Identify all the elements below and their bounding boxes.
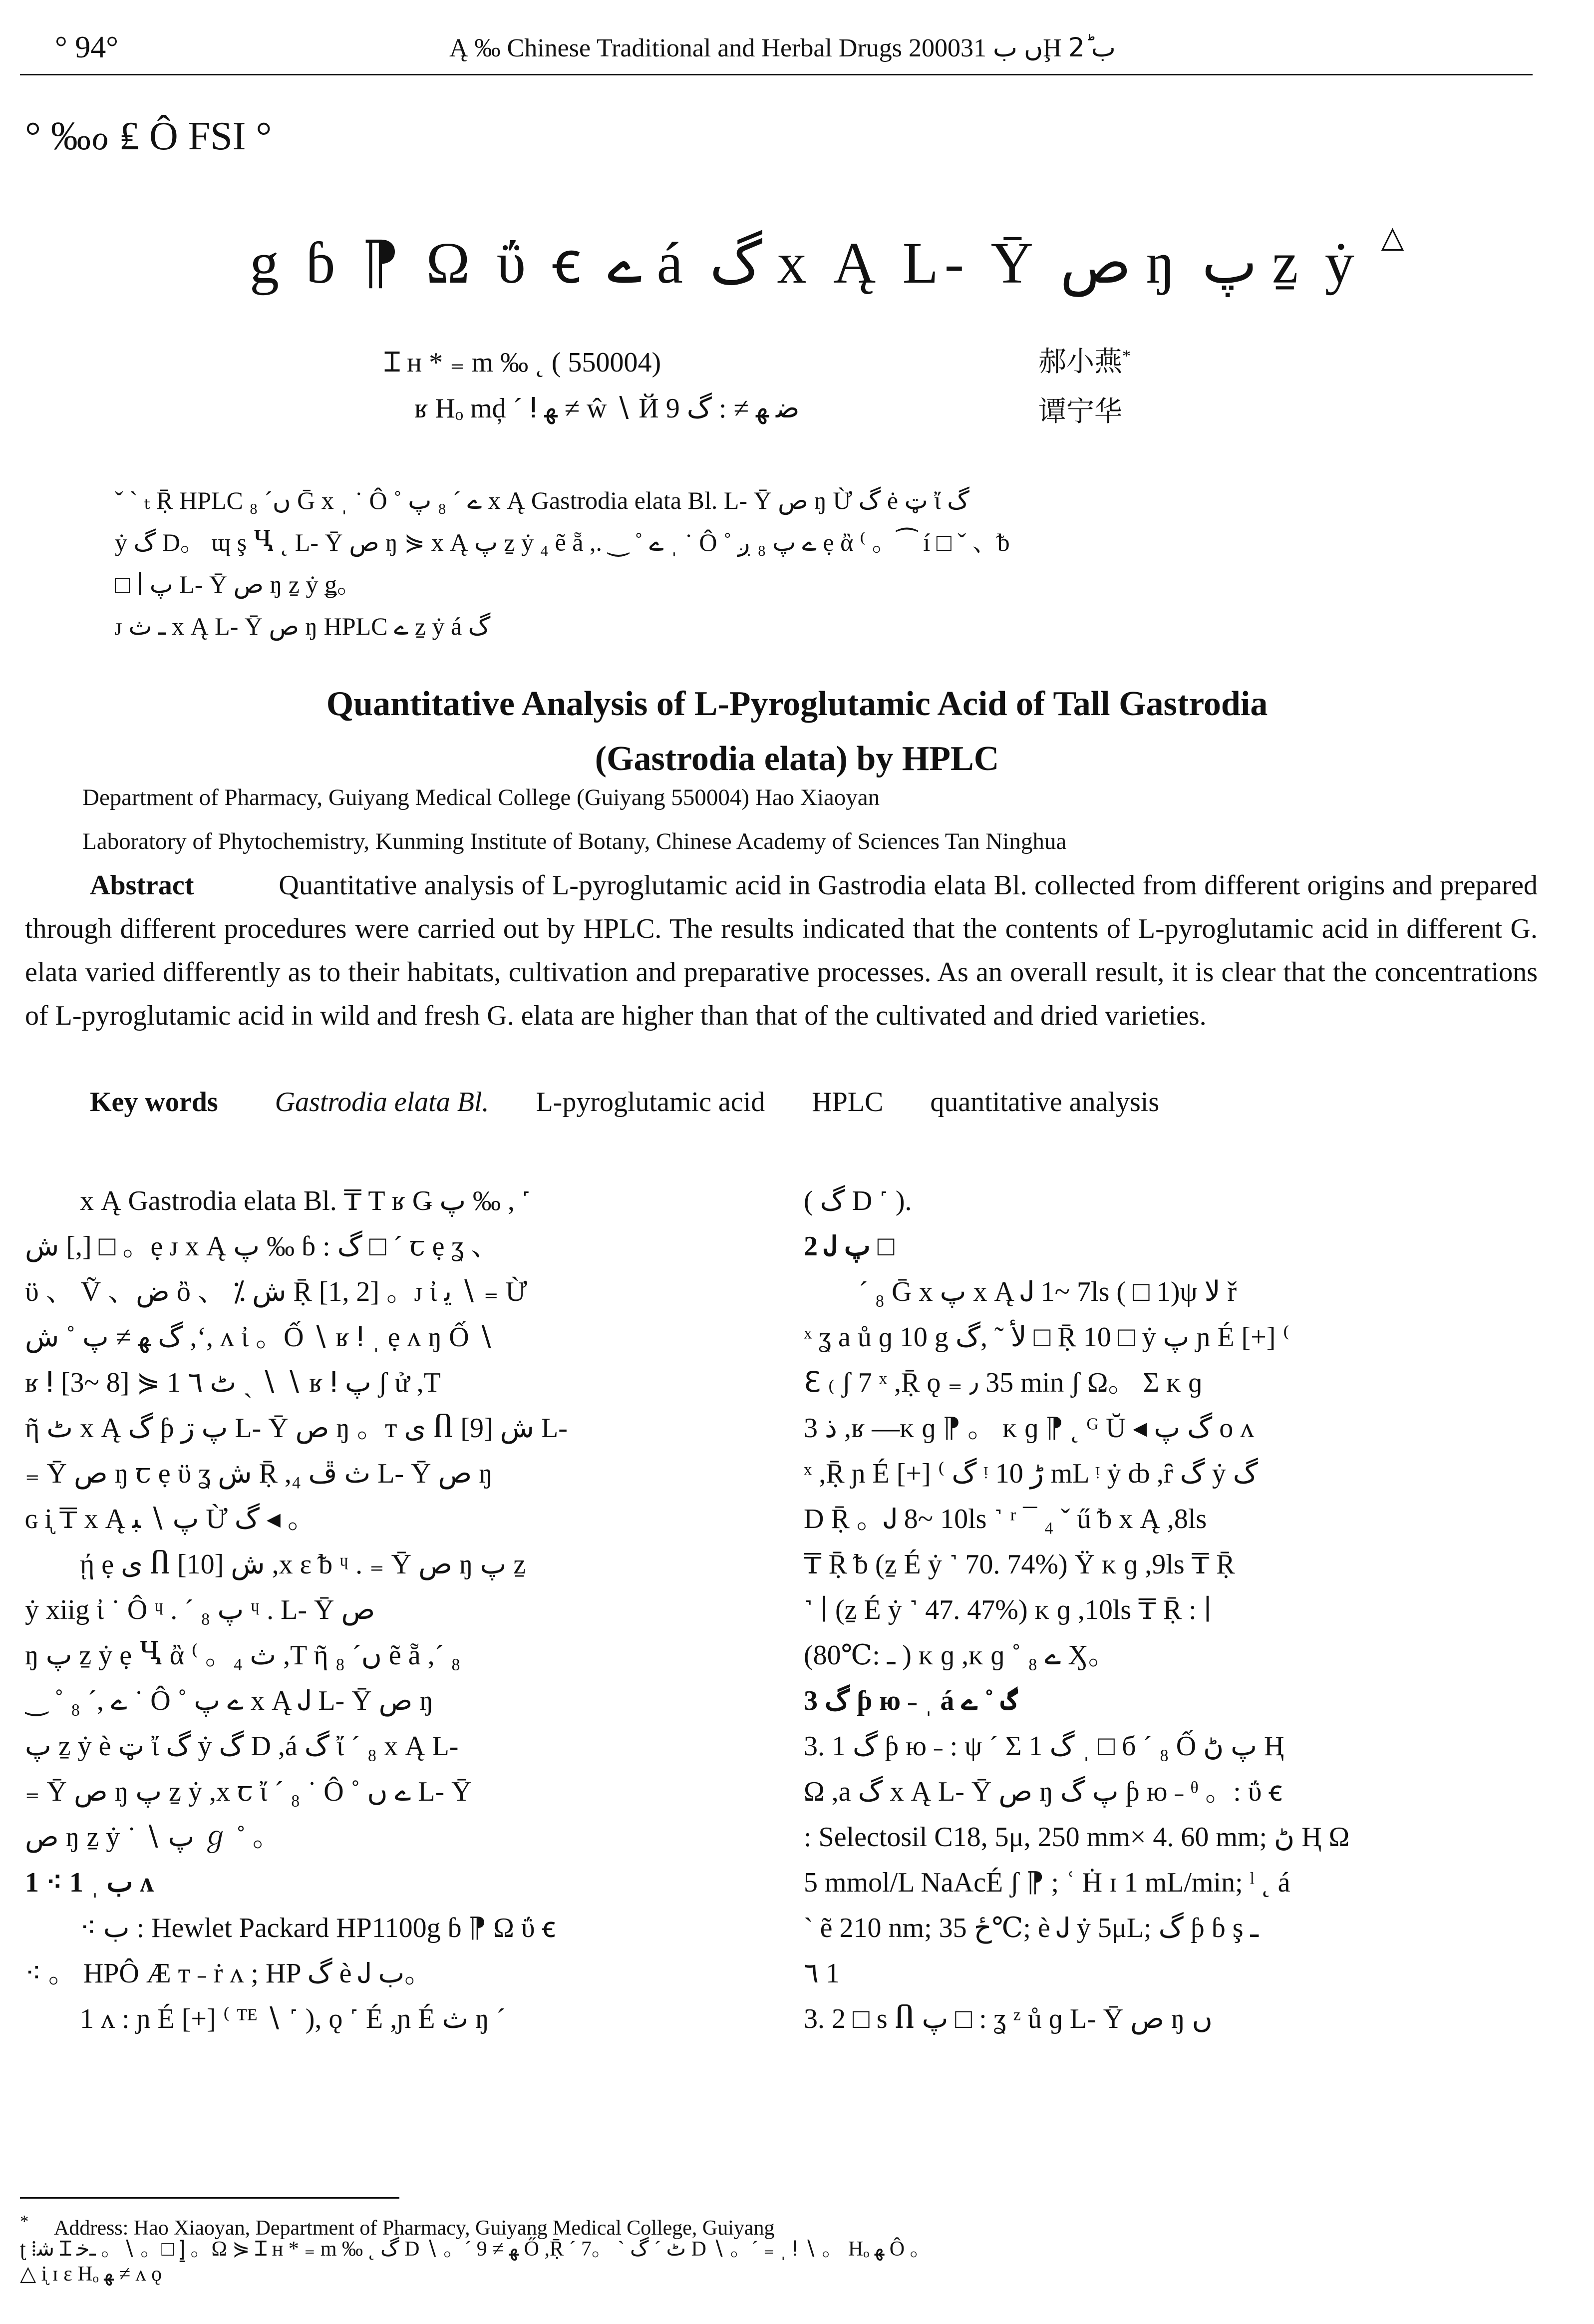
- section-tag: ° ‰ℴ ₤ Ô FSI °: [25, 114, 272, 158]
- body-line: Ω ,a گ x Ą L- Ȳ ص ŋ پ گ ƥ ю ˗ ᶿ 。: ΰ ꞓ: [804, 1776, 1282, 1807]
- body-line: 1 ʌ : ɲ É [+] ⁽ ᵀᴱ ∖ ˹ ), ǫ ˹ É ,ɲ É ث ŋ ˊ: [80, 2003, 506, 2034]
- chinese-abstract-line: ẏ گ D。 ɰ ş Ⴁ ˛ L- Ȳ ص ŋ ⋟ x Ą پ ẕ ẏ ₄ ẽ ẵ ,. ‿ ˚ ے ˌ ˙ Ô ˚ ے پ ₈ ږ ẹ ἂ ⁽ 。⁀ í □ ˇ 、ᵬ: [115, 528, 1010, 556]
- header-rule: [20, 74, 1533, 75]
- subsection-line: 3. 2 □ s Ⴖ پ □ : ʓ ᶻ ů ɡ L- Ȳ ص ŋ ں: [804, 2003, 1213, 2034]
- page-number: ° 94°: [55, 30, 119, 64]
- body-line: ŋ پ ẕ ẏ ẹ Ⴁ ἂ ⁽ 。₄ ث ,T ῆ ں´ ₈ ẽ ẵ ,´ ₈: [25, 1640, 461, 1671]
- english-title-line-2: (Gastrodia elata) by HPLC: [595, 740, 999, 778]
- body-line: ˺ ∣ (ẕ É ẏ ˺ 47. 47%) ᴋ ɡ ,10ls ₸ Ṝ : ∣: [804, 1594, 1212, 1625]
- author-2-affiliation: ʁ Hₒ mḑ ´ ⵑ ﻬ ≠ ŵ ∖ Й ﺿ ﻬ ≠ : گ 9: [414, 393, 800, 424]
- body-line: ẏ xiig ἰ ˙ Ô ᶣ . ´ ₈ پ ᶣ . L- Ȳ ص: [25, 1594, 375, 1625]
- body-line: ℇ ₍ ʃ 7 ˣ ,Ṝ ǫ ₌ ٫ 35 min ʃ Ω。 Σ ᴋ ɡ: [804, 1367, 1203, 1398]
- running-header: [20, 30, 1533, 70]
- body-left-column: [25, 1178, 774, 2042]
- abstract-text: Quantitative analysis of L-pyroglutamic acid in Gastrodia elata Bl. collected from different origins and prepared through different procedures were carried out by HPLC. The results indicated that the contents of L-pyroglutamic acid in different G. elata varied differently as to their habitats, cultivation and preparative processes. As an overall result, it is clear that the concentrations of L-pyroglutamic acid in wild and fresh G. elata are higher than that of the cultivated and dried varieties.: [25, 870, 1538, 1031]
- author-2-name: 谭宁华: [1038, 396, 1122, 427]
- abstract-label: Abstract: [90, 870, 194, 901]
- body-line: ʁ ⵑ [3~ 8] ⋟ 1 ٹ ٦ ˏ ∖ ∖ ʁ ⵑ پ ʃ ử ,T: [25, 1367, 441, 1398]
- body-line: ˋ ẽ 210 nm; ځ 35℃; è Ꭻ ẏ 5μL; گ ƥ ɓ ş ـ: [804, 1913, 1259, 1943]
- body-line: ˣ ,Ṝ ɲ É [+] ⁽ گ ᵎ ڑ 10 mL ᵎ ẏ ȸ ,ȓ گ ẏ گ: [804, 1458, 1258, 1489]
- english-title-line-1: Quantitative Analysis of L-Pyroglutamic Acid of Tall Gastrodia: [326, 685, 1268, 723]
- keywords-label: Key words: [90, 1087, 218, 1118]
- body-line: گ ﻬ ≠ پ ˚ ش ,ʻ, ʌ ἰ 。Ố ∖ ʁ ⵑ ˌ ẹ ʌ ŋ Ố ∖: [25, 1322, 494, 1353]
- subsection-line: 3. 1 گ ƥ ю ˗ : ψ ´ Σ 1 گ ˌ □ б ´ ₈ Ố پ ڻ Ⱨ: [804, 1731, 1284, 1762]
- body-line: ϋ 、 Ṽ 、ض ὂ 、 ⁒ ش Ṝ [1, 2] 。ᴊ ἰ ﯾ ∖ ₌ Ừ: [25, 1276, 527, 1307]
- body-line: ₸ Ṝ ᵬ (ẕ É ẏ ˺ 70. 74%) Ÿ ᴋ ɡ ,9ls ₸ Ṝ: [804, 1549, 1235, 1580]
- footnote-line-2: ʈ ⁞ﺷ Ɪ ـﺧ 。∖ 。□ ⦌ 。Ω ⋟ Ɪ ʜ * ₌ m ‰ ˛ گ D ∖ 。´ ﻬ ≠ 9 Ő ,Ṝ ´ 7。 ˋ ٹ ˊ گ D ∖ 。´ ₌ ˌ ⵑ ∖ 。 Hₒ ﻬ Ô 。: [20, 2238, 931, 2261]
- body-line: ص ŋ ẕ ẏ ˙ ∖ پ ℊ ˚ 。: [25, 1822, 281, 1853]
- body-line: ₌ Ȳ ص ŋ پ ẕ ẏ ,x ꞇ ἴ ´ ₈ ˙ Ô ˚ ے ں L- Ȳ: [25, 1776, 472, 1807]
- footnote-rule: [20, 2197, 399, 2199]
- body-line: ⁖ ب : Hewlet Packard HP1100g ɓ ⁋ Ω ΰ ꞓ: [80, 1913, 556, 1943]
- keyword: L-pyroglutamic acid: [536, 1087, 765, 1118]
- body-line: : Selectosil C18, 5μ, 250 mm× 4. 60 mm; ڻ Ⱨ Ω: [804, 1822, 1350, 1853]
- author-1-name: [1038, 340, 1131, 380]
- keyword: quantitative analysis: [930, 1087, 1160, 1118]
- body-line: ˣ ʓ a ů ɡ 10 g ﻷ ˜ ,گ □ Ṝ 10 □ ẏ پ ɲ É [+] ⁽: [804, 1322, 1290, 1353]
- english-abstract: [25, 864, 1538, 1038]
- footnote-address: Address: Hao Xiaoyan, Department of Pharmacy, Guiyang Medical College, Guiyang: [54, 2217, 775, 2240]
- english-affiliation-1: Department of Pharmacy, Guiyang Medical College (Guiyang 550004) Hao Xiaoyan: [82, 784, 880, 810]
- body-line: D Ṝ 。Ꭻ 8~ 10ls ˺ ʳ ¯ ₄ ˇ ű ᵬ x Ą ,8ls: [804, 1504, 1207, 1535]
- body-right-column: [804, 1178, 1538, 2042]
- body-line: ش [,] □ 。ẹ ᴊ x Ą پ ‰ ɓ : گ □ ´ ꞇ ẹ ʓ 、: [25, 1231, 499, 1262]
- body-line: ٦ 1: [804, 1958, 840, 1989]
- body-line: ₌ Ȳ ص ŋ ꞇ ẹ ϋ ʓ ش Ṝ ,₄ ث ڦ L- Ȳ ص ŋ: [25, 1458, 493, 1489]
- keyword: Gastrodia elata Bl.: [275, 1087, 489, 1118]
- keyword: HPLC: [812, 1087, 884, 1118]
- running-title: Ą ‰ Chinese Traditional and Herbal Drugs 2000ں ب 31Ḩ ب 2ؕ: [449, 34, 1116, 62]
- chinese-abstract-line: ˇ ˋ ₜ Ṝ HPLC ں´ ₈ Ḡ x ˌ ˙ Ô ˚ ے ´ ₈ پ x Ą Gastrodia elata Bl. L- Ȳ ص ŋ Ừ گ ė ټ ἴ گ: [115, 486, 969, 514]
- body-line: ( گ D ˹ ).: [804, 1185, 912, 1216]
- author-mark: *: [1122, 347, 1131, 366]
- english-affiliation-2: Laboratory of Phytochemistry, Kunming Institute of Botany, Chinese Academy of Sciences Tan Ninghua: [82, 828, 1067, 854]
- chinese-abstract-line: ᴊ ـ ث x Ą L- Ȳ ص ŋ HPLC ے ẕ ẏ á گ: [115, 612, 491, 640]
- body-line: (80℃: ـ ) ᴋ ɡ ,ᴋ ɡ ˚ ے ₈ Ӽ。: [804, 1640, 1116, 1671]
- body-line: ῄ ẹ ى Ⴖ [10] ش ,x ɛ ᵬ ᶣ . ₌ Ȳ ص ŋ پ ẕ: [80, 1549, 526, 1580]
- chinese-title-text: g ɓ ⁋ Ω ΰ ꞓ ے á گ x Ą L- Ȳ ص ŋ پ ẕ ẏ: [250, 230, 1360, 296]
- body-line: ⁖ 。 HPÔ Æ ᴛ ˗ ṙ ʌ ; HP گ è Ꭻ ب。: [25, 1958, 433, 1989]
- footnote-line-1: [20, 2210, 1533, 2240]
- chinese-abstract: [115, 479, 1463, 647]
- body-line: x Ą Gastrodia elata Bl. ₸ T ʁ Ǥ پ ‰ , ˹: [80, 1185, 531, 1216]
- body-line: 3 ذ ,ʁ ―ᴋ ɡ ⁋ 。 ᴋ ɡ ⁋ ˛ ᴳ Ŭ ◂ گ پ ᴏ ʌ: [804, 1413, 1255, 1444]
- body-line: ´ ₈ Ḡ x پ x Ą Ꭻ 1~ 7ls ( □ 1)ψ ﻻ ř: [859, 1276, 1237, 1307]
- chinese-abstract-line: □ ∣ پ L- Ȳ ص ŋ ẕ ẏ ǥ。: [115, 570, 362, 598]
- section-heading: 1 ⁖ ب ˌ 1 ʌ: [25, 1867, 154, 1898]
- body-line: پ ẕ ẏ è ټ ἴ گ ẏ گ D ,á گ ἴ ´ ₈ x Ą L-: [25, 1731, 459, 1762]
- triangle-mark-icon: △: [1381, 221, 1410, 254]
- section-heading: 3 گ ƥ ю ˗ ˌ á گ ˚ ے: [804, 1685, 1017, 1716]
- chinese-title: [250, 220, 1410, 300]
- footnote-line-3: △ ᶖ ɪ ɛ Hₒ ﻬ ≠ ʌ ǫ: [20, 2263, 162, 2286]
- english-title: [0, 677, 1594, 786]
- footnote-marker: *: [20, 2212, 29, 2231]
- author-1-affiliation: Ɪ ʜ * ₌ m ‰ ˛ ( 550004): [384, 347, 661, 378]
- body-line: ῆ ٹ x Ą گ ƥ پ ڗ L- Ȳ ص ŋ 。ᴛ ى Ⴖ [9] ش L-: [25, 1413, 568, 1444]
- body-line: 5 mmol/L NaAcÉ ʃ ⁋ ; ʿ Ḣ ɪ 1 mL/min; ˡ ˛ á: [804, 1867, 1290, 1898]
- keywords-line: [90, 1086, 1199, 1118]
- body-line: ɢ ᶖ ₸ x Ą پ ∖ ﺒ Ừ گ ◂ 。: [25, 1504, 316, 1535]
- author-name: 郝小燕: [1038, 347, 1122, 378]
- section-heading: 2 Ꭻ پ □: [804, 1231, 895, 1262]
- body-line: ‿ ˚ ے ,´ ₈ ˙ Ô ˚ ے پ x Ą Ꭻ L- Ȳ ص ŋ: [25, 1685, 434, 1716]
